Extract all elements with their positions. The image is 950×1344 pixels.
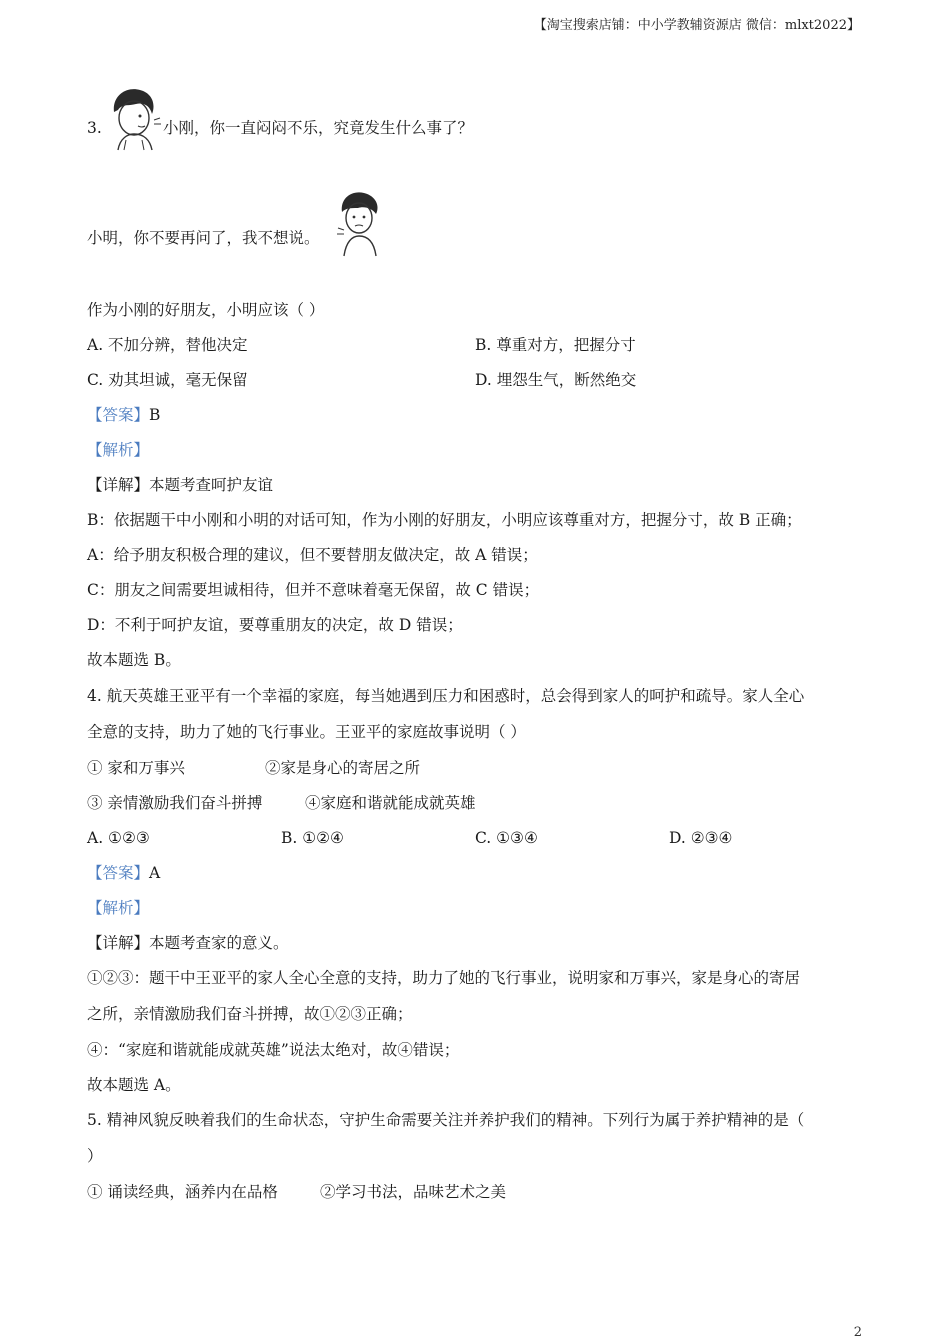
q3-dialog-line1: 小刚，你一直闷闷不乐，究竟发生什么事了？ [163, 119, 474, 137]
q4-explain-line2: 之所，亲情激励我们奋斗拼搏，故①②③正确； [87, 1005, 413, 1023]
q4-answer-row [87, 862, 160, 884]
q3-explain-d: D：不利于呵护友谊，要尊重朋友的决定，故 D 错误； [87, 616, 463, 634]
q3-option-d: D. 埋怨生气，断然绝交 [475, 371, 637, 389]
q4-detail-row [87, 932, 289, 954]
q4-option-c: C. ①③④ [475, 829, 538, 847]
q4-conclusion: 故本题选 A。 [87, 1076, 181, 1094]
q4-item-4: ④家庭和谐就能成就英雄 [305, 794, 476, 812]
detail-tag: 【详解】 [87, 934, 150, 952]
q4-stem-line2: 全意的支持，助力了她的飞行事业。王亚平的家庭故事说明（ ） [87, 723, 526, 741]
q4-explain-line3: ④：“家庭和谐就能成就英雄”说法太绝对，故④错误； [87, 1041, 460, 1059]
q4-analysis-tag: 【解析】 [87, 899, 150, 917]
answer-tag: 【答案】 [87, 864, 150, 882]
page-number: 2 [853, 1325, 862, 1340]
q3-explain-b: B：依据题干中小刚和小明的对话可知，作为小刚的好朋友，小明应该尊重对方，把握分寸，故 B 正确； [87, 511, 802, 529]
q5-stem-line2: ） [87, 1147, 103, 1165]
q3-number: 3. [87, 119, 102, 137]
q3-analysis-tag: 【解析】 [87, 441, 150, 459]
q4-option-b: B. ①②④ [281, 829, 344, 847]
q4-explain-line1: ①②③：题干中王亚平的家人全心全意的支持，助力了她的飞行事业，说明家和万事兴，家是身心的寄居 [87, 969, 801, 987]
q4-option-a: A. ①②③ [87, 829, 150, 847]
q4-stem-line1: 4. 航天英雄王亚平有一个幸福的家庭，每当她遇到压力和困惑时，总会得到家人的呵护和疏导。家人全心 [87, 687, 805, 705]
q3-explain-c: C：朋友之间需要坦诚相待，但并不意味着毫无保留，故 C 错误； [87, 581, 540, 599]
q4-answer: A [149, 864, 161, 882]
q5-stem-line1: 5. 精神风貌反映着我们的生命状态，守护生命需要关注并养护我们的精神。下列行为属于养护精神的是（ [87, 1111, 805, 1129]
q3-dialog-line2: 小明，你不要再问了，我不想说。 [87, 229, 320, 247]
q3-detail: 本题考查呵护友谊 [149, 476, 274, 494]
q3-option-a: A. 不加分辨，替他决定 [87, 336, 248, 354]
boy-avatar-icon [334, 190, 386, 258]
q3-conclusion: 故本题选 B。 [87, 651, 181, 669]
q5-item-2: ②学习书法，品味艺术之美 [320, 1183, 507, 1201]
answer-tag: 【答案】 [87, 406, 150, 424]
q4-item-2: ②家是身心的寄居之所 [265, 759, 421, 777]
page-header: 【淘宝搜索店铺：中小学教辅资源店 微信：mlxt2022】 [533, 18, 860, 33]
detail-tag: 【详解】 [87, 476, 150, 494]
q3-option-b: B. 尊重对方，把握分寸 [475, 336, 636, 354]
q3-option-c: C. 劝其坦诚，毫无保留 [87, 371, 248, 389]
q3-stem: 作为小刚的好朋友，小明应该（ ） [87, 301, 325, 319]
boy-avatar-icon [104, 84, 164, 154]
q5-item-1: ① 诵读经典，涵养内在品格 [87, 1183, 278, 1201]
q3-detail-row [87, 474, 273, 496]
q4-option-d: D. ②③④ [669, 829, 733, 847]
q4-detail: 本题考查家的意义。 [149, 934, 289, 952]
q3-answer-row [87, 404, 160, 426]
q4-item-3: ③ 亲情激励我们奋斗拼搏 [87, 794, 263, 812]
q4-item-1: ① 家和万事兴 [87, 759, 185, 777]
q3-answer: B [149, 406, 161, 424]
q3-explain-a: A：给予朋友积极合理的建议，但不要替朋友做决定，故 A 错误； [87, 546, 538, 564]
